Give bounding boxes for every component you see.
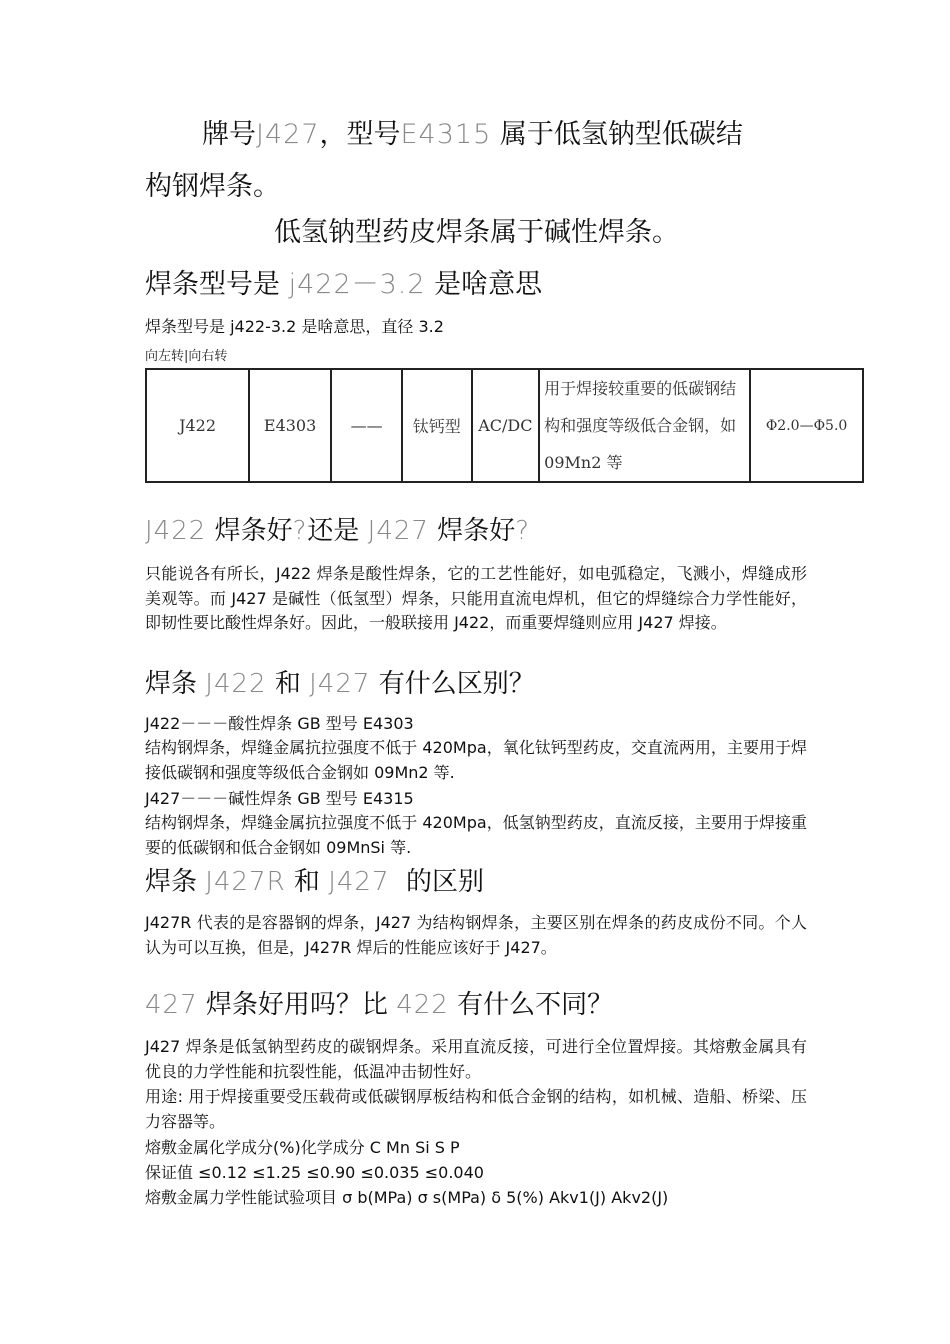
q1-subtitle: 焊条型号是 j422-3.2 是啥意思，直径 3.2 [145,317,444,336]
intro-text: 属于低氢钠型低碳结 [499,119,743,150]
heading-text: 有什么区别？ [378,669,535,699]
intro-text: ，型号 [319,119,401,150]
heading-text: 有什么不同？ [457,990,614,1020]
q5-line-4: 保证值 ≤0.12 ≤1.25 ≤0.90 ≤0.035 ≤0.040 [145,1163,484,1182]
heading-code: 427 [145,990,198,1020]
q5-line-5: 熔敷金属力学性能试验项目 σ b(MPa) σ s(MPa) δ 5(%) Akv1(J) Akv2(J) [145,1188,669,1207]
intro-line-2: 构钢焊条。 [145,171,280,202]
heading-mark: ? [292,516,308,546]
heading-text: 焊条好 [437,516,516,546]
heading-text: 焊条型号是 [145,269,280,300]
rotate-controls [145,345,227,364]
table-row [146,369,863,482]
heading-q1 [145,262,542,301]
heading-text: 焊条好 [214,516,293,546]
heading-code: J427 [367,516,429,546]
q3-line-2: J427－－－碱性焊条 GB 型号 E4315 [145,789,414,808]
table-cell: 钛钙型 [402,369,471,482]
heading-text: 是啥意思 [434,269,543,300]
heading-code: j422－3.2 [288,269,426,300]
heading-code: J427 [309,669,371,699]
q3-para-2: 结构钢焊条，焊缝金属抗拉强度不低于 420Mpa，低氢钠型药皮，直流反接，主要用于焊接重要的低碳钢和低合金钢如 09MnSi 等. [145,813,807,857]
heading-code: J422 [145,516,207,546]
heading-text: 和 [293,867,320,897]
rotate-right-link[interactable]: 向右转 [188,349,228,364]
heading-text: 还是 [307,516,360,546]
heading-text: 的区别 [406,867,485,897]
intro-text: 牌号 [202,119,256,150]
table-cell: Φ2.0—Φ5.0 [750,369,863,482]
q2-body: 只能说各有所长，J422 焊条是酸性焊条，它的工艺性能好，如电弧稳定，飞溅小，焊缝成形美观等。而 J427 是碱性（低氢型）焊条，只能用直流电焊机，但它的焊缝综合力学性能好，即韧性要比酸性焊条好。因此，一般联接用 J422，而重要焊缝则应用 J427 焊接。 [145,564,807,632]
spec-table [145,368,864,483]
heading-text: 和 [274,669,301,699]
rotate-left-link[interactable]: 向左转 [145,349,185,364]
intro-line-3: 低氢钠型药皮焊条属于碱性焊条。 [274,217,679,248]
heading-q5 [145,984,613,1021]
q5-para-2: 用途: 用于焊接重要受压载荷或低碳钢厚板结构和低合金钢的结构，如机械、造船、桥梁、压力容器等。 [145,1087,807,1131]
q5-para-1: J427 焊条是低氢钠型药皮的碳钢焊条。采用直流反接，可进行全位置焊接。其熔敷金属具有优良的力学性能和抗裂性能，低温冲击韧性好。 [145,1037,807,1081]
table-cell: J422 [146,369,249,482]
table-cell: AC/DC [472,369,540,482]
q3-line-1: J422－－－酸性焊条 GB 型号 E4303 [145,714,414,733]
q4-body: J427R 代表的是容器钢的焊条，J427 为结构钢焊条，主要区别在焊条的药皮成份不同。个人认为可以互换，但是，J427R 焊后的性能应该好于 J427。 [145,913,807,957]
heading-q2 [145,510,530,547]
heading-mark: ? [515,516,531,546]
heading-q3 [145,663,535,700]
separator: | [184,349,189,364]
table-cell: 用于焊接较重要的低碳钢结构和强度等级低合金钢，如 09Mn2 等 [539,369,750,482]
heading-code: J427 [328,867,390,897]
model-code: E4315 [400,119,492,150]
q5-line-3: 熔敷金属化学成分(%)化学成分 C Mn Si S P [145,1138,460,1157]
table-cell: E4303 [249,369,331,482]
heading-code: J422 [205,669,267,699]
heading-code: 422 [396,990,449,1020]
heading-text: 焊条 [145,669,198,699]
q3-para-1: 结构钢焊条，焊缝金属抗拉强度不低于 420Mpa，氧化钛钙型药皮，交直流两用，主要用于焊接低碳钢和强度等级低合金钢如 09Mn2 等. [145,738,807,782]
table-cell: —— [331,369,402,482]
heading-text: 焊条 [145,867,198,897]
intro-line-1 [202,112,743,151]
heading-q4 [145,861,484,898]
heading-code: J427R [205,867,286,897]
heading-text: 焊条好用吗？比 [205,990,388,1020]
grade-code: J427 [256,119,320,150]
